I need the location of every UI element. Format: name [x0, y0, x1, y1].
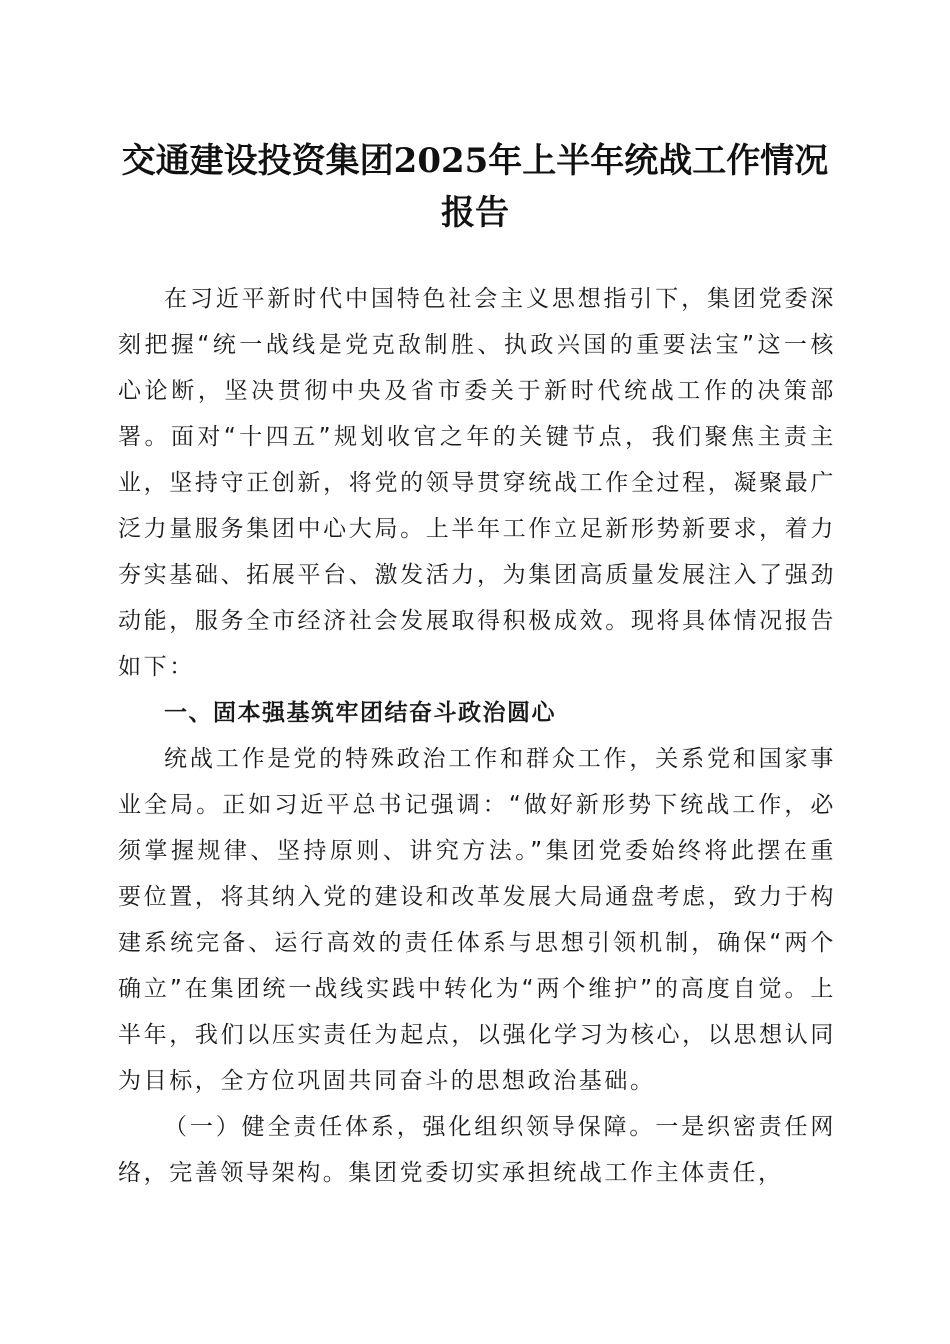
- section-1-paragraph: 统战工作是党的特殊政治工作和群众工作，关系党和国家事业全局。正如习近平总书记强调：“做好新形势下统战工作，必须掌握规律、坚持原则、讲究方法。”集团党委始终将此摆在重要位置，将其纳入党的建设和改革发展大局通盘考虑，致力于构建系统完备、运行高效的责任体系与思想引领机制，确保“两个确立”在集团统一战线实践中转化为“两个维护”的高度自觉。上半年，我们以压实责任为起点，以强化学习为核心，以思想认同为目标，全方位巩固共同奋斗的思想政治基础。: [118, 746, 836, 1094]
- subsection-1-paragraph: （一）健全责任体系，强化组织领导保障。一是织密责任网络，完善领导架构。集团党委切实承担统战工作主体责任，: [118, 1114, 836, 1186]
- section-1-heading: 一、固本强基筑牢团结奋斗政治圆心: [164, 700, 556, 726]
- document-title: 交通建设投资集团2025年上半年统战工作情况报告: [121, 141, 829, 233]
- intro-paragraph: 在习近平新时代中国特色社会主义思想指引下，集团党委深刻把握“统一战线是党克敌制胜、执政兴国的重要法宝”这一核心论断，坚决贯彻中央及省市委关于新时代统战工作的决策部署。面对“十四五”规划收官之年的关键节点，我们聚焦主责主业，坚持守正创新，将党的领导贯穿统战工作全过程，凝聚最广泛力量服务集团中心大局。上半年工作立足新形势新要求，着力夯实基础、拓展平台、激发活力，为集团高质量发展注入了强劲动能，服务全市经济社会发展取得积极成效。现将具体情况报告如下：: [118, 286, 836, 680]
- document-body: [118, 276, 836, 1196]
